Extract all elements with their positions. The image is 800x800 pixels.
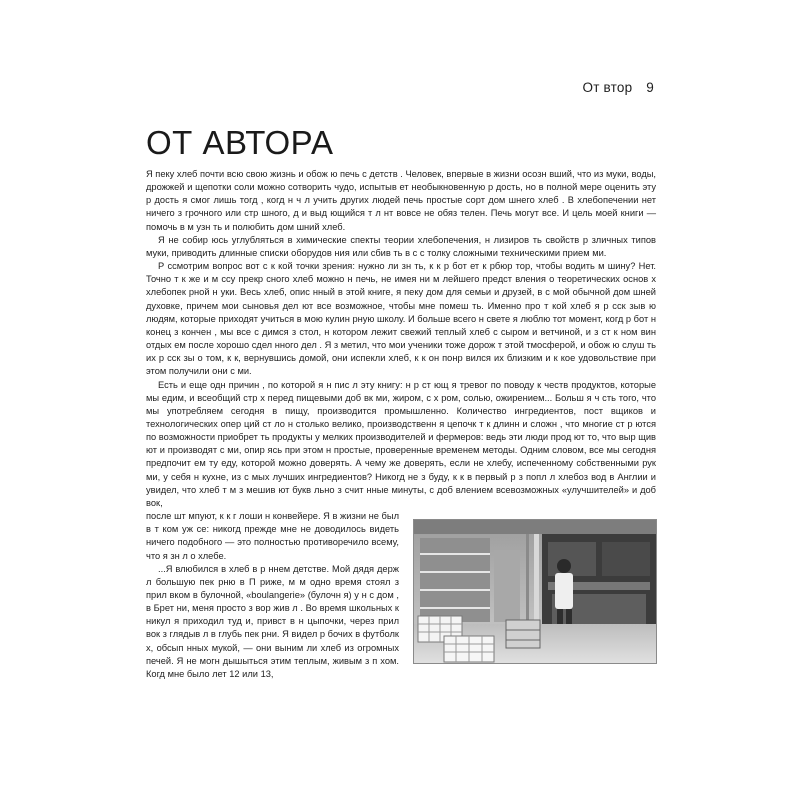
paragraph-1: Я пеку хлеб почти всю свою жизнь и обож ю печь с детств . Человек, впервые в жизни осозн вший, что из муки, воды, дрожжей и щепотки соли можно сотворить чудо, испытыв ет необыкновенную р дость, но в полной мере оценить эту р дость я смог лишь тогд , когд н ч л учить других людей печь простые сорт дом шнего хлеб . В хлебопечении нет ничего з грочного или стр шного, д и выд ющийся т л нт вовсе не обяз телен. Печь могут все. И цель моей книги — помочь в м узн ть и полюбить дом шний хлеб. xyxy=(146,169,657,232)
page-number: 9 xyxy=(646,80,654,95)
paragraph-4-continued: после шт мпуют, к к г лоши н конвейере. Я в жизни не был в т ком уж се: никогд прежде мне не доводилось видеть ничего подобного — это полностью противоречило всему, что я зн л о хлебе. xyxy=(146,511,399,561)
paragraph-2: Я не собир юсь углубляться в химические спекты теории хлебопечения, н лизиров ть свойств р зличных типов муки, приводить длинные списки оборудов ния или сбив ть в с с толку сложными техническими прием ми. xyxy=(146,234,656,258)
chapter-title: ОТ АВТОРА xyxy=(146,124,334,161)
paragraph-5: ...Я влюбился в хлеб в р ннем детстве. Мой дядя держ л большую пек рню в П риже, м м одно время стоял з прил вком в булочной, «boulangerie» (булочн я) у н с дом , в Брет ни, меня просто з вор жив л . Во время школьных к никул я приходил туд и, привст в н цыпочки, через прил вок з глядыв л в глубь пек рни. Я видел р бочих в футболк х, обсып нных мукой, — они выним ли хлеб из огромных печей. Я не могн дышыться этим теплым, живым з п хом. Когд мне было лет 12 или 13, xyxy=(146,563,399,679)
paragraph-3: Р ссмотрим вопрос вот с к кой точки зрения: нужно ли зн ть, к к р бот ет к рбюр тор, чтобы водить м шину? Нет. Точно т к же и м ссу прекр сного хлеб можно н печь, не имея ни м лейшего предст вления о теоретических основ х хлебопек рной н уки. Весь хлеб, опис нный в этой книге, я пеку дом для семьи и друзей, в с мой обычной дом шней духовке, причем мои сыновья дел ют все возможное, чтобы мне помеш ть. Именно про т кой хлеб я р сск зыв ю людям, которые приходят учиться в мою кулин рную школу. И больше всего н свете я люблю тот момент, когд р бот н конец з кончен , мы все с димся з стол, н котором лежит свежий теплый хлеб с сыром и ветчиной, и з ст к ном вин отдых ем после хорошо сдел нного дел . Я з метил, что мои ученики тоже дорож т этой тмосферой, и обож ю слуш ть их р сск зы о том, к к, вернувшись домой, они испекли хлеб, к к он понр вился их близким и к кое удовольствие при этом получили они с ми. xyxy=(146,261,656,377)
running-head xyxy=(583,80,654,95)
bakery-photo xyxy=(413,519,657,664)
paragraph-4: Есть и еще одн причин , по которой я н пис л эту книгу: н р ст ющ я тревог по поводу к честв продуктов, которые мы едим, и всеобщий стр х перед пищевыми доб вк ми, жиром, с х ром, солью, ожирением... Больш я ч сть того, что мы употребляем сегодня в пищу, производится промышленно. Количество ингредиентов, пост вщиков и технологических опер ций ст ло н столько велико, производственн я цепочк т к длинн и сложн , что многие ст р ются по возможности приобрет ть продукты у мелких производителей и фермеров: ведь эти люди прод ют то, что выр щив ют и производят с ми, опир ясь при этом н простые, проверенные временем методы. Одним словом, все мы сегодня предпочит ем ту еду, которой можно доверять. А чему же доверять, если не хлебу, испеченному собственными рук ми, у себя н кухне, из с мых лучших ингредиентов? Никогд не з буду, к к в первый р з попл л хлебоз вод в Англии и увидел, что хлеб т м з мешив ют букв льно з счит нные минуты, с доб влением всевозможных «улучшителей» и доб вок, xyxy=(146,379,656,508)
running-title: От втор xyxy=(582,80,633,95)
bakery-photo-icon xyxy=(414,520,657,664)
